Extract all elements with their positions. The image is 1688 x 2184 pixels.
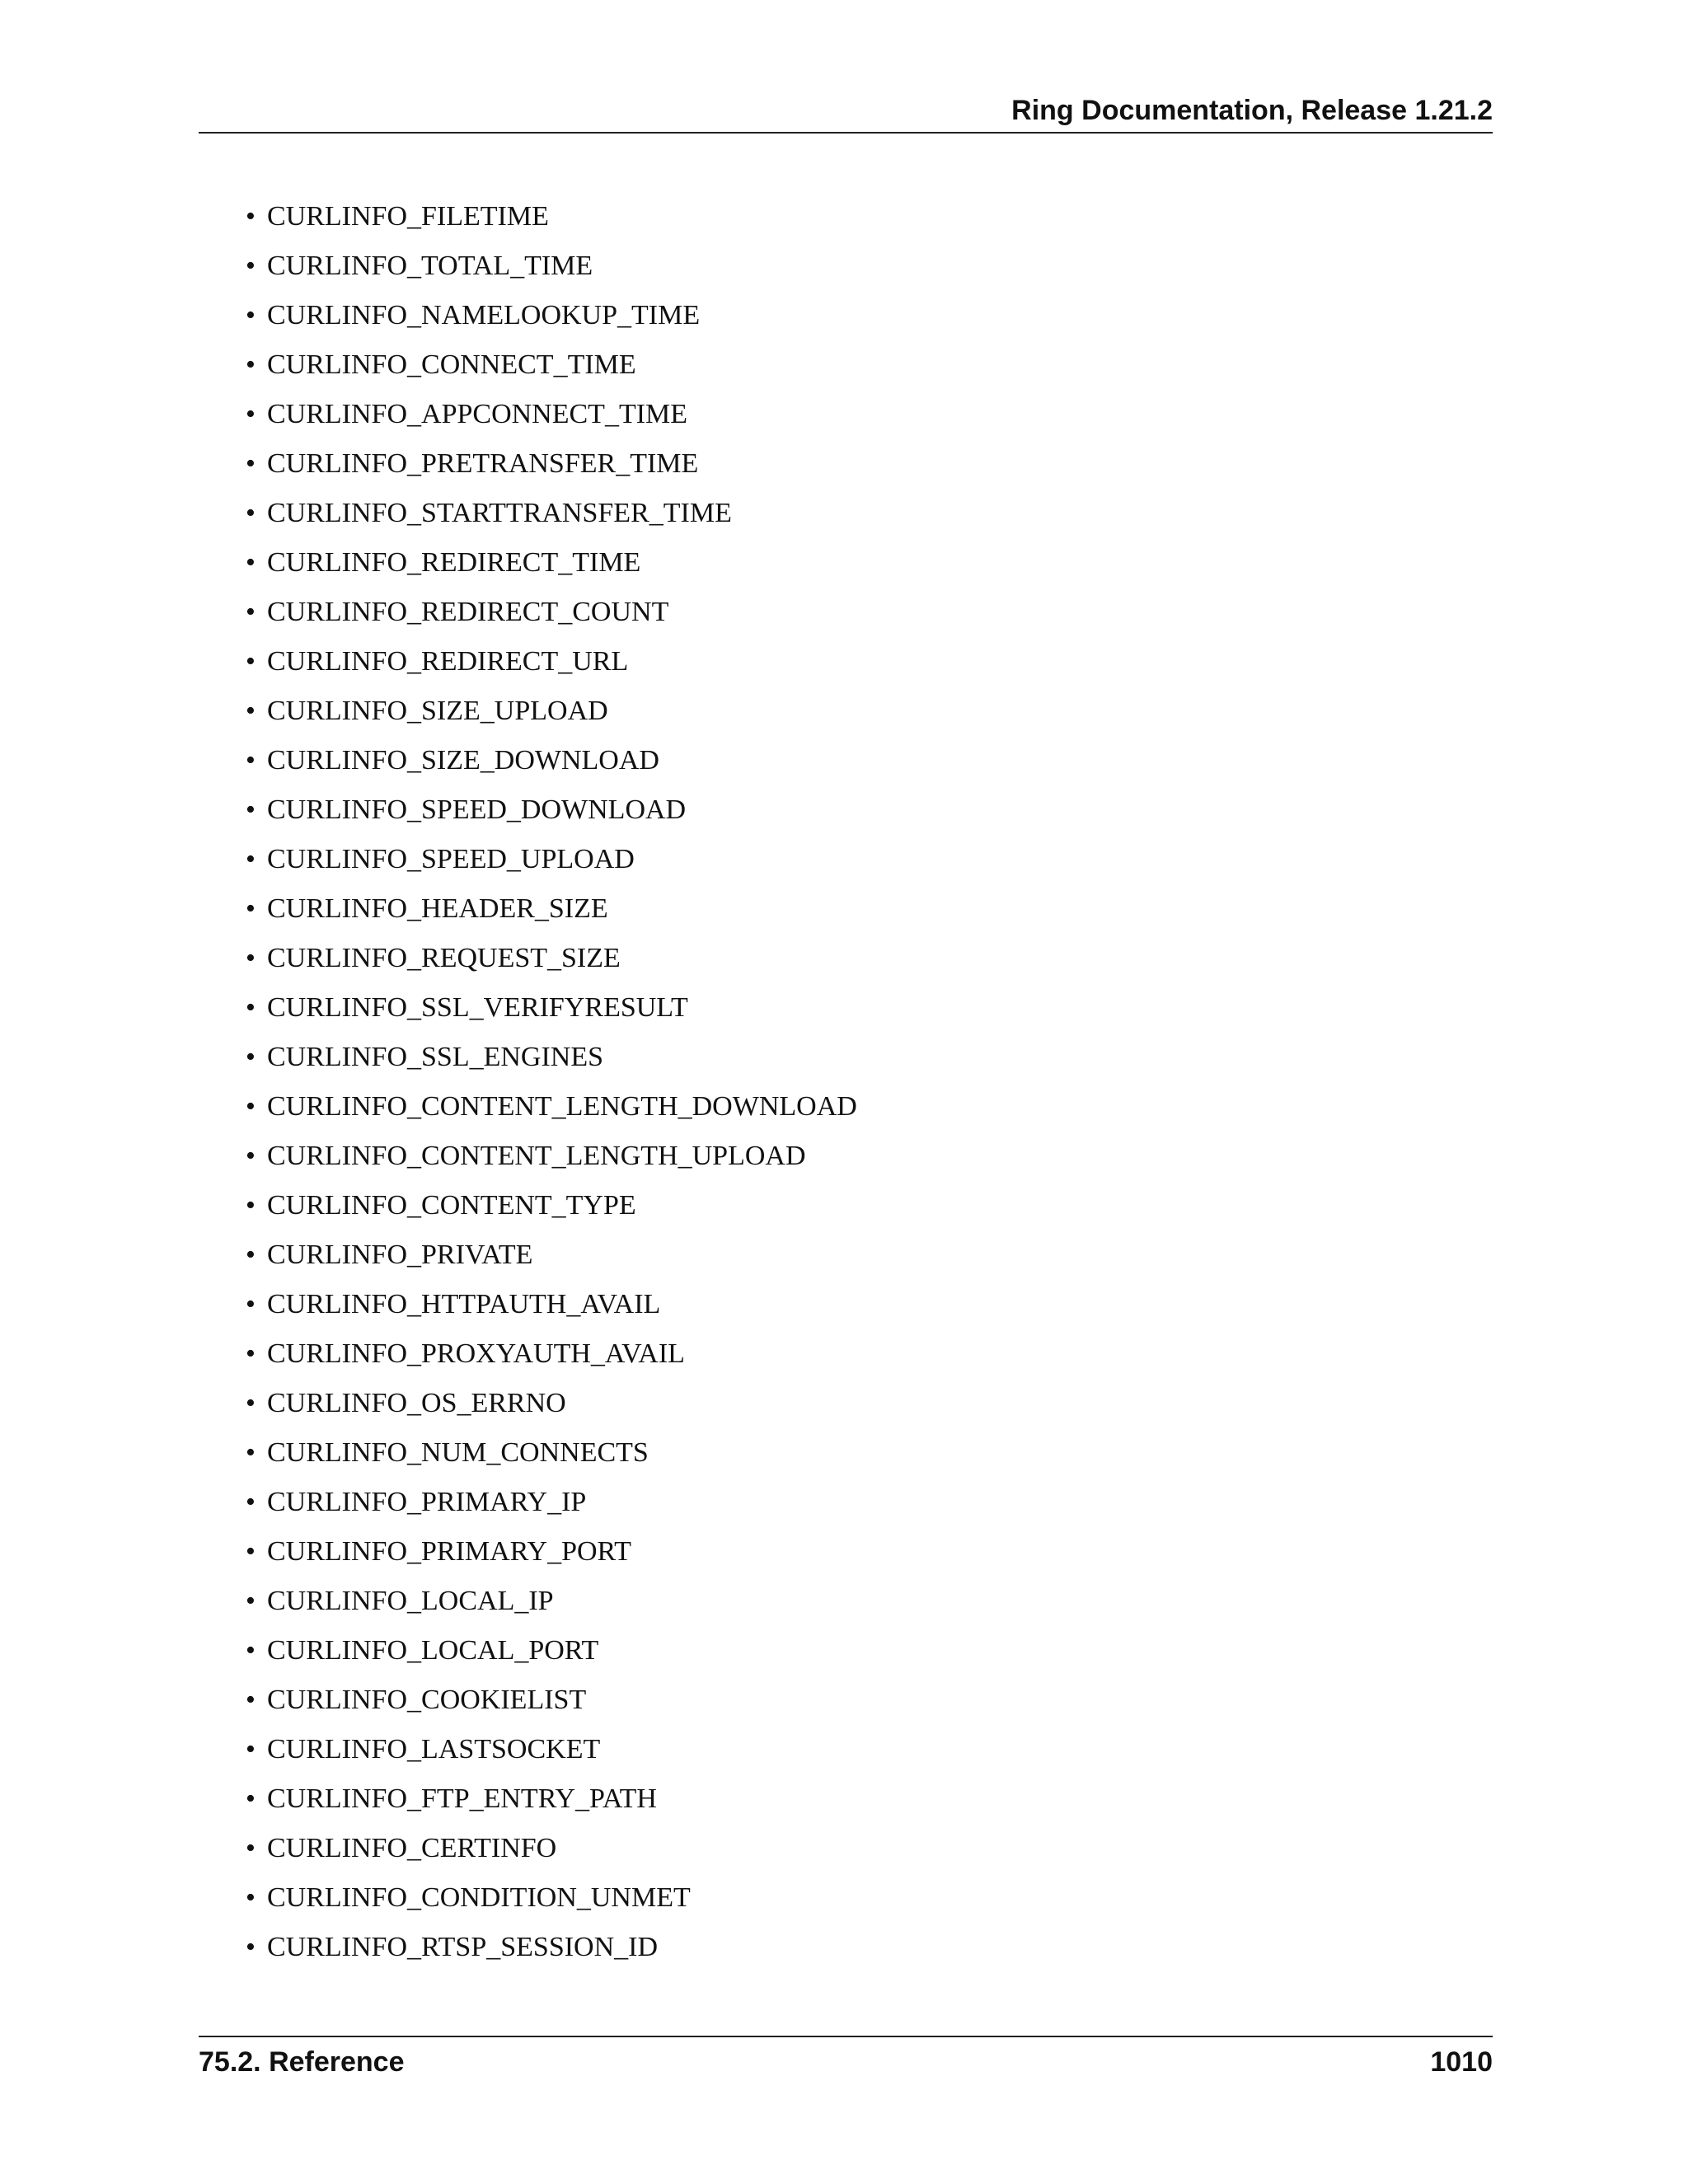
list-item-text: CURLINFO_HEADER_SIZE bbox=[267, 893, 608, 924]
list-item-text: CURLINFO_REDIRECT_COUNT bbox=[267, 597, 669, 627]
bullet-icon: • bbox=[246, 349, 256, 380]
page-footer bbox=[199, 2036, 1493, 2087]
list-item bbox=[246, 692, 857, 742]
list-item-text: CURLINFO_PROXYAUTH_AVAIL bbox=[267, 1338, 685, 1369]
bullet-icon: • bbox=[246, 696, 256, 726]
list-item bbox=[246, 1731, 857, 1780]
list-item-text: CURLINFO_REDIRECT_URL bbox=[267, 646, 629, 677]
bullet-icon: • bbox=[246, 1141, 256, 1171]
list-item-text: CURLINFO_COOKIELIST bbox=[267, 1685, 587, 1715]
list-item bbox=[246, 1780, 857, 1830]
list-item bbox=[246, 1830, 857, 1879]
list-item bbox=[246, 791, 857, 841]
list-item-text: CURLINFO_CONDITION_UNMET bbox=[267, 1882, 691, 1913]
list-item bbox=[246, 1137, 857, 1187]
list-item-text: CURLINFO_PRETRANSFER_TIME bbox=[267, 448, 699, 479]
list-item bbox=[246, 1187, 857, 1236]
list-item bbox=[246, 346, 857, 396]
bullet-icon: • bbox=[246, 251, 256, 281]
bullet-icon: • bbox=[246, 1536, 256, 1567]
curlinfo-list bbox=[246, 198, 857, 1978]
list-item bbox=[246, 198, 857, 247]
list-item-text: CURLINFO_CONTENT_TYPE bbox=[267, 1190, 636, 1221]
list-item bbox=[246, 989, 857, 1038]
list-item bbox=[246, 1038, 857, 1088]
bullet-icon: • bbox=[246, 399, 256, 429]
list-item-text: CURLINFO_SSL_ENGINES bbox=[267, 1042, 604, 1072]
list-item bbox=[246, 1632, 857, 1681]
list-item-text: CURLINFO_LOCAL_IP bbox=[267, 1586, 554, 1616]
list-item-text: CURLINFO_RTSP_SESSION_ID bbox=[267, 1932, 659, 1962]
bullet-icon: • bbox=[246, 1734, 256, 1765]
list-item-text: CURLINFO_SIZE_UPLOAD bbox=[267, 696, 608, 726]
bullet-icon: • bbox=[246, 943, 256, 973]
list-item-text: CURLINFO_PRIMARY_PORT bbox=[267, 1536, 631, 1567]
bullet-icon: • bbox=[246, 1882, 256, 1913]
list-item bbox=[246, 940, 857, 989]
list-item-text: CURLINFO_REQUEST_SIZE bbox=[267, 943, 621, 973]
list-item bbox=[246, 1533, 857, 1582]
page-number: 1010 bbox=[1430, 2046, 1493, 2078]
bullet-icon: • bbox=[246, 1437, 256, 1468]
section-reference: 75.2. Reference bbox=[199, 2046, 405, 2078]
list-item-text: CURLINFO_CONTENT_LENGTH_DOWNLOAD bbox=[267, 1091, 857, 1122]
bullet-icon: • bbox=[246, 1487, 256, 1517]
bullet-icon: • bbox=[246, 597, 256, 627]
list-item-text: CURLINFO_PRIVATE bbox=[267, 1240, 533, 1270]
list-item bbox=[246, 890, 857, 940]
list-item-text: CURLINFO_OS_ERRNO bbox=[267, 1388, 566, 1418]
list-item-text: CURLINFO_FTP_ENTRY_PATH bbox=[267, 1783, 657, 1814]
list-item-text: CURLINFO_LOCAL_PORT bbox=[267, 1635, 599, 1666]
list-item bbox=[246, 1335, 857, 1385]
list-item-text: CURLINFO_CONTENT_LENGTH_UPLOAD bbox=[267, 1141, 806, 1171]
list-item bbox=[246, 544, 857, 593]
bullet-icon: • bbox=[246, 498, 256, 528]
bullet-icon: • bbox=[246, 1042, 256, 1072]
bullet-icon: • bbox=[246, 1833, 256, 1863]
list-item bbox=[246, 396, 857, 445]
list-item bbox=[246, 247, 857, 297]
list-item bbox=[246, 1929, 857, 1978]
list-item-text: CURLINFO_CERTINFO bbox=[267, 1833, 557, 1863]
list-item-text: CURLINFO_NUM_CONNECTS bbox=[267, 1437, 649, 1468]
list-item bbox=[246, 1879, 857, 1929]
bullet-icon: • bbox=[246, 448, 256, 479]
list-item-text: CURLINFO_CONNECT_TIME bbox=[267, 349, 636, 380]
list-item bbox=[246, 297, 857, 346]
list-item bbox=[246, 593, 857, 643]
bullet-icon: • bbox=[246, 1338, 256, 1369]
list-item-text: CURLINFO_SPEED_DOWNLOAD bbox=[267, 794, 687, 825]
bullet-icon: • bbox=[246, 1685, 256, 1715]
bullet-icon: • bbox=[246, 300, 256, 330]
bullet-icon: • bbox=[246, 1932, 256, 1962]
bullet-icon: • bbox=[246, 893, 256, 924]
list-item-text: CURLINFO_LASTSOCKET bbox=[267, 1734, 601, 1765]
list-item-text: CURLINFO_REDIRECT_TIME bbox=[267, 547, 641, 578]
list-item-text: CURLINFO_SIZE_DOWNLOAD bbox=[267, 745, 659, 776]
bullet-icon: • bbox=[246, 1586, 256, 1616]
bullet-icon: • bbox=[246, 1190, 256, 1221]
list-item bbox=[246, 1088, 857, 1137]
bullet-icon: • bbox=[246, 992, 256, 1023]
list-item-text: CURLINFO_HTTPAUTH_AVAIL bbox=[267, 1289, 661, 1319]
page-header bbox=[199, 91, 1493, 134]
bullet-icon: • bbox=[246, 1240, 256, 1270]
bullet-icon: • bbox=[246, 201, 256, 232]
bullet-icon: • bbox=[246, 1388, 256, 1418]
list-item-text: CURLINFO_SSL_VERIFYRESULT bbox=[267, 992, 688, 1023]
list-item bbox=[246, 643, 857, 692]
list-item bbox=[246, 1434, 857, 1483]
bullet-icon: • bbox=[246, 794, 256, 825]
list-item-text: CURLINFO_FILETIME bbox=[267, 201, 549, 232]
list-item bbox=[246, 1483, 857, 1533]
list-item bbox=[246, 1236, 857, 1286]
list-item bbox=[246, 841, 857, 890]
bullet-icon: • bbox=[246, 1091, 256, 1122]
bullet-icon: • bbox=[246, 844, 256, 874]
list-item-text: CURLINFO_SPEED_UPLOAD bbox=[267, 844, 635, 874]
list-item-text: CURLINFO_PRIMARY_IP bbox=[267, 1487, 587, 1517]
list-item bbox=[246, 494, 857, 544]
bullet-icon: • bbox=[246, 547, 256, 578]
list-item-text: CURLINFO_TOTAL_TIME bbox=[267, 251, 593, 281]
list-item bbox=[246, 1681, 857, 1731]
list-item bbox=[246, 1582, 857, 1632]
list-item bbox=[246, 445, 857, 494]
bullet-icon: • bbox=[246, 745, 256, 776]
list-item bbox=[246, 1286, 857, 1335]
list-item-text: CURLINFO_NAMELOOKUP_TIME bbox=[267, 300, 701, 330]
list-item bbox=[246, 742, 857, 791]
document-title: Ring Documentation, Release 1.21.2 bbox=[1011, 95, 1493, 126]
bullet-icon: • bbox=[246, 1289, 256, 1319]
list-item bbox=[246, 1385, 857, 1434]
list-item-text: CURLINFO_STARTTRANSFER_TIME bbox=[267, 498, 732, 528]
bullet-icon: • bbox=[246, 1635, 256, 1666]
list-item-text: CURLINFO_APPCONNECT_TIME bbox=[267, 399, 688, 429]
bullet-icon: • bbox=[246, 646, 256, 677]
bullet-icon: • bbox=[246, 1783, 256, 1814]
